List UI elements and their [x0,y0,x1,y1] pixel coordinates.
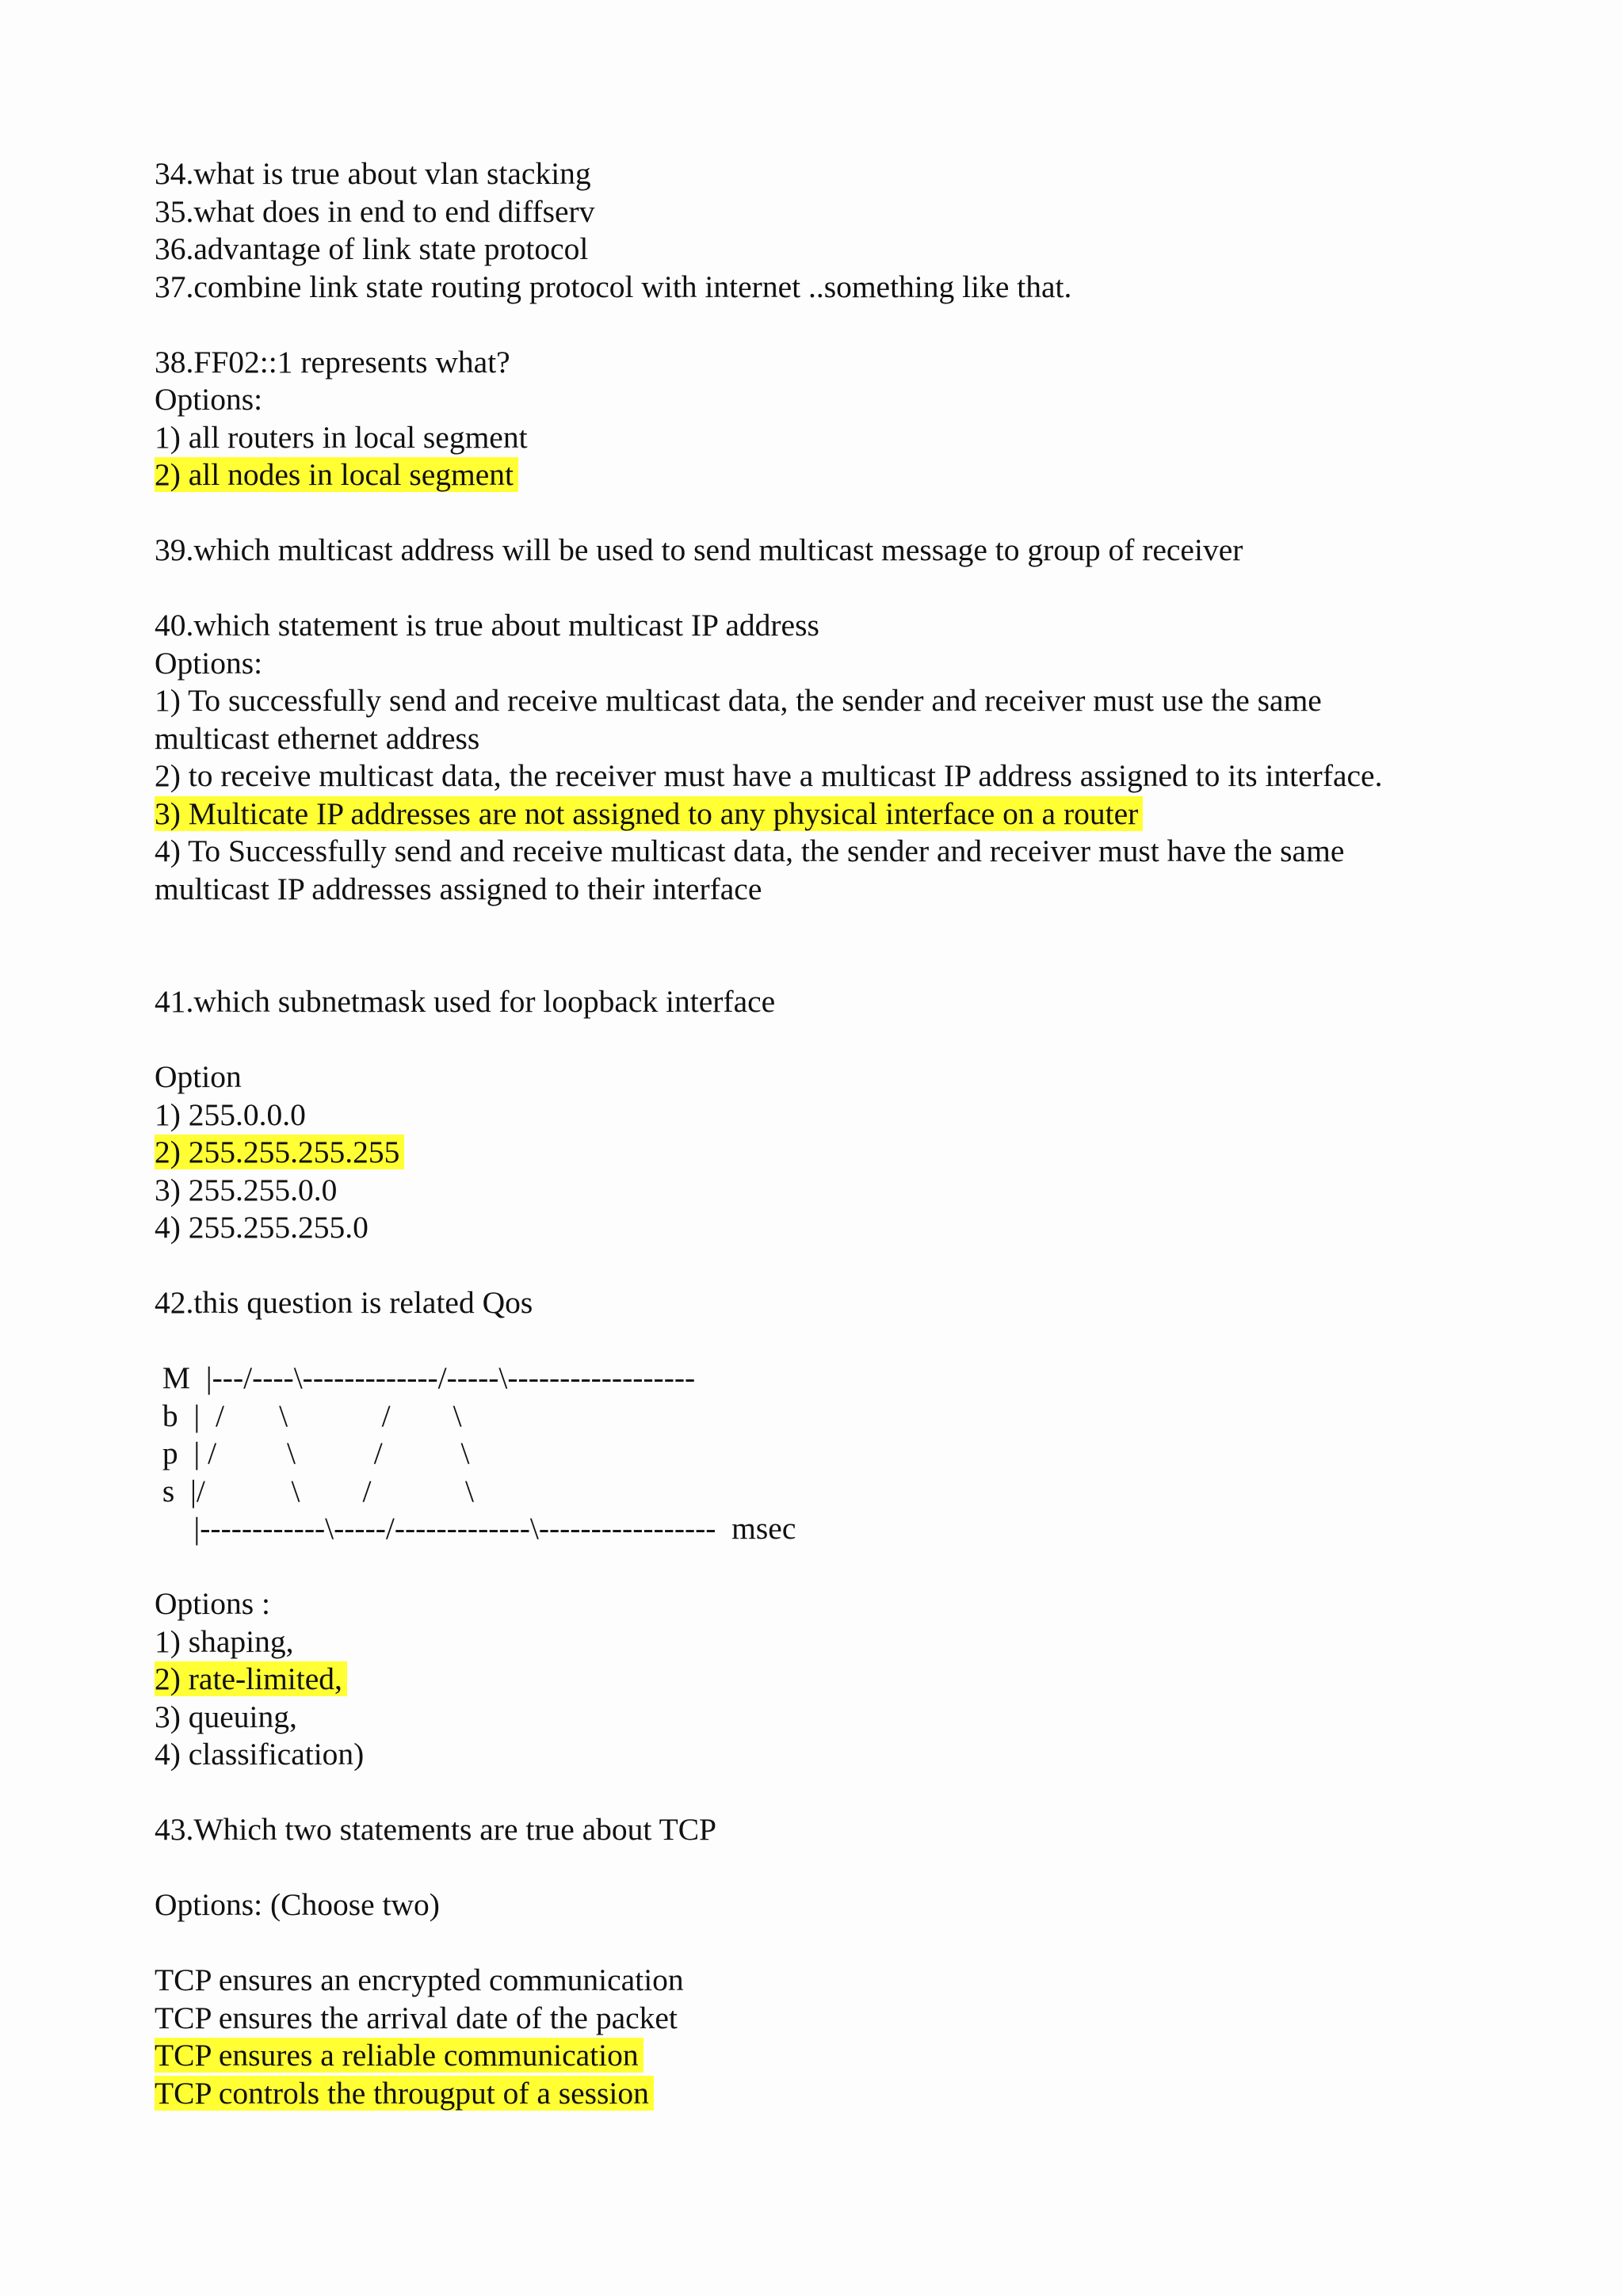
question-42: 42.this question is related Qos [155,1285,533,1320]
question-34: 34.what is true about vlan stacking [155,156,591,191]
highlighted-answer: 3) Multicate IP addresses are not assigned to any physical interface on a router [155,796,1143,831]
option: 2) to receive multicast data, the receiver must have a multicast IP address assigned to its interface. [155,758,1383,793]
option: 3) 255.255.0.0 [155,1172,338,1207]
highlighted-answer: 2) rate-limited, [155,1661,347,1696]
highlighted-answer: 2) 255.255.255.255 [155,1135,404,1169]
question-38: 38.FF02::1 represents what? [155,344,510,379]
option: 3) queuing, [155,1699,297,1734]
option: 1) To successfully send and receive multicast data, the sender and receiver must use the same [155,683,1322,718]
document-content [155,155,1502,2112]
diagram-line: s |/ \ / \ [155,1473,474,1508]
option-continued: multicast IP addresses assigned to their interface [155,871,762,906]
option-continued: multicast ethernet address [155,720,480,756]
option: 4) 255.255.255.0 [155,1210,369,1245]
diagram-line: M |---/----\-------------/-----\------------------ [155,1360,696,1395]
question-36: 36.advantage of link state protocol [155,231,589,266]
options-label: Options: [155,382,263,417]
options-label: Option [155,1059,242,1094]
option: TCP ensures the arrival date of the packet [155,2000,678,2035]
qos-ascii-diagram [155,1360,1502,1548]
options-label: Options: (Choose two) [155,1887,440,1922]
question-40: 40.which statement is true about multicast IP address [155,608,819,643]
highlighted-answer: 2) all nodes in local segment [155,457,518,492]
highlighted-answer: TCP controls the througput of a session [155,2076,654,2111]
option: 1) all routers in local segment [155,419,528,455]
option: 1) shaping, [155,1623,294,1659]
option: 4) To Successfully send and receive multicast data, the sender and receiver must have the same [155,833,1345,868]
question-41: 41.which subnetmask used for loopback interface [155,984,776,1019]
question-35: 35.what does in end to end diffserv [155,193,595,229]
diagram-line: b | / \ / \ [155,1398,462,1433]
options-label: Options: [155,645,263,681]
option: 4) classification) [155,1737,365,1772]
highlighted-answer: TCP ensures a reliable communication [155,2038,643,2073]
question-39: 39.which multicast address will be used to send multicast message to group of receiver [155,532,1243,567]
option: 1) 255.0.0.0 [155,1097,306,1132]
options-label: Options : [155,1586,270,1621]
question-43: 43.Which two statements are true about TCP [155,1812,717,1847]
question-37: 37.combine link state routing protocol with internet ..something like that. [155,269,1072,304]
diagram-line: p | / \ / \ [155,1436,470,1470]
option: TCP ensures an encrypted communication [155,1962,684,1997]
diagram-line: |------------\-----/-------------\----------------- msec [155,1511,796,1546]
